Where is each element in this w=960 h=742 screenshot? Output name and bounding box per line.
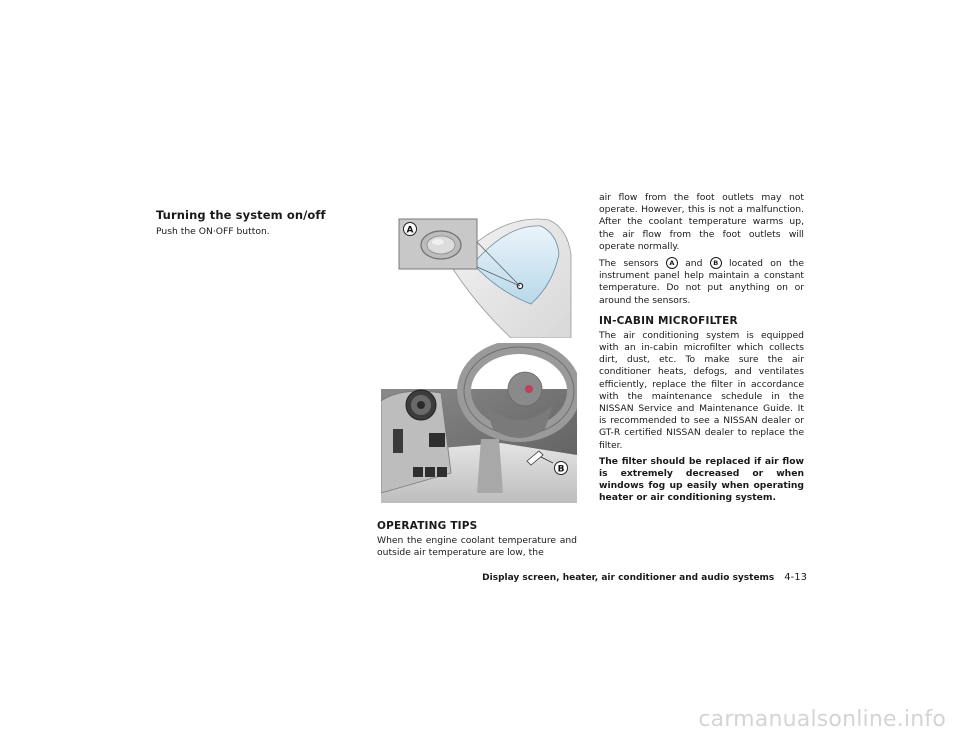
figure-sensor-a [381,214,577,338]
foot-outlet-paragraph: air flow from the foot outlets may not operate. However, this is not a malfunction. After the coolant temperature warms up, the air flow from the foot outlets will operate normally. [599,192,804,252]
page-number: 4-13 [784,572,807,583]
sensors-text-before: The sensors [599,258,659,270]
page-footer [482,572,807,583]
sensor-a-marker: A [666,257,678,269]
section-heading-on-off: Turning the system on/off [156,208,326,222]
section-heading-microfilter: IN-CABIN MICROFILTER [599,314,738,327]
column-left [156,208,366,242]
section-heading-operating-tips: OPERATING TIPS [377,520,478,532]
sensor-a-illustration [381,214,577,338]
column-right [599,192,804,509]
dashboard-illustration [381,343,577,503]
sensors-paragraph [599,257,804,307]
on-off-instruction: Push the ON·OFF button. [156,226,270,237]
microfilter-warning: The filter should be replaced if air flow is extremely decreased or when windows fog up easily when operating heater or air conditioning system. [599,455,804,504]
microfilter-paragraph: The air conditioning system is equipped with an in-cabin microfilter which collects dirt, dust, etc. To make sure the air conditioner heats, defogs, and ventilates efficiently, replace the filter in accordance with the maintenance schedule in the NISSAN Service and Maintenance Guide. It is recommended to see a NISSAN dealer or GT-R certified NISSAN dealer to replace the filter. [599,329,804,451]
footer-section-title: Display screen, heater, air conditioner and audio systems [482,573,775,583]
sensors-text-after: located on the instrument panel help maintain a constant temperature. Do not put anything on or around the sensors. [599,258,805,306]
operating-tips-text: When the engine coolant temperature and outside air temperature are low, the [377,535,577,559]
watermark: carmanualsonline.info [698,707,946,732]
sensor-b-marker: B [710,257,722,269]
column-middle [377,520,577,563]
label-b: B [557,464,565,475]
sensors-text-and: and [685,258,703,270]
figure-sensor-b [381,343,577,503]
label-a: A [406,225,414,236]
